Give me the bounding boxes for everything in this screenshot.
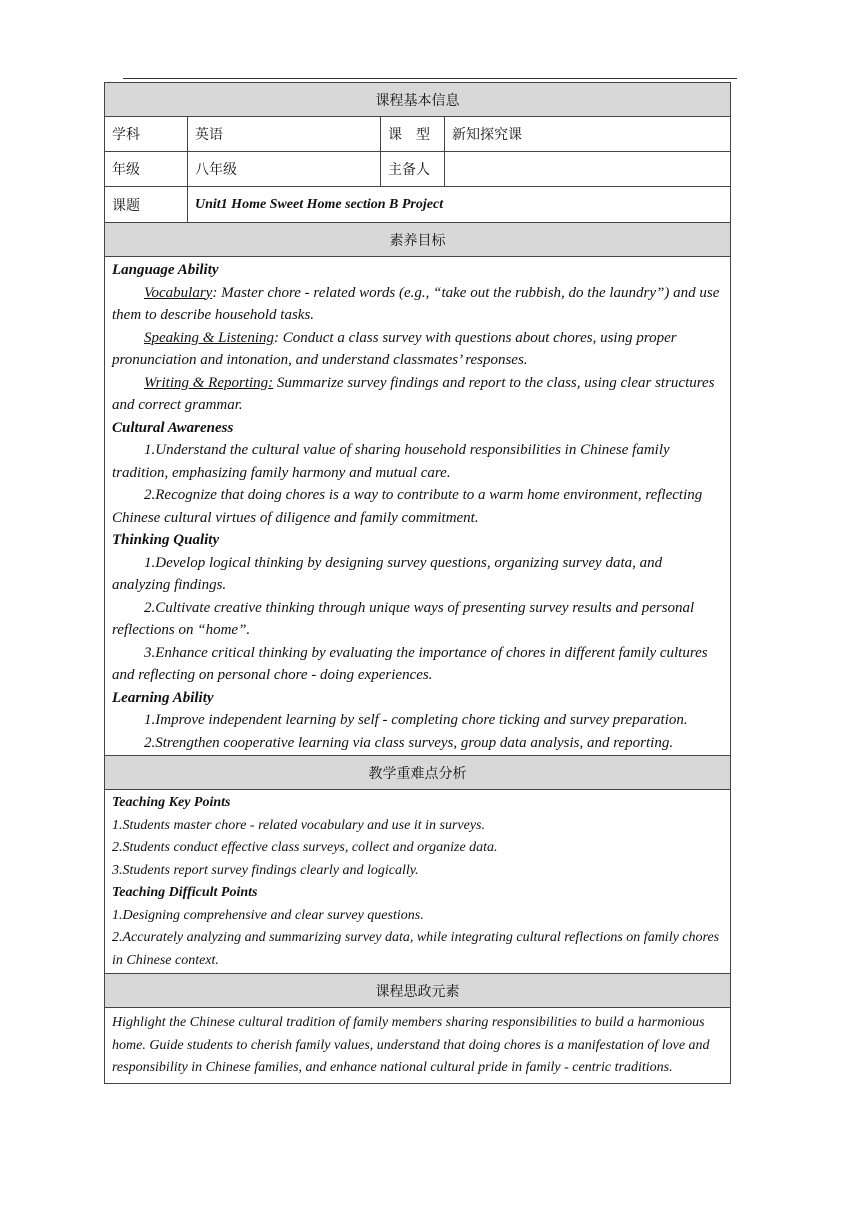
- vocabulary-label: Vocabulary: [144, 284, 213, 301]
- thinking-quality-heading: Thinking Quality: [112, 532, 220, 548]
- speaking-label: Speaking & Listening: [144, 329, 274, 346]
- vocabulary-text: : Master chore - related words (e.g., “take out the rubbish, do the laundry”) and use them to describe household tasks.: [112, 284, 720, 323]
- key-points-header: 教学重难点分析: [105, 756, 731, 790]
- top-rule: [123, 78, 737, 79]
- type-label: 课 型: [381, 117, 445, 152]
- key-point-1: 1.Students master chore - related vocabulary and use it in surveys.: [112, 817, 486, 833]
- basic-info-header: 课程基本信息: [105, 83, 731, 117]
- writing-paragraph: [112, 372, 723, 417]
- cultural-item-2: 2.Recognize that doing chores is a way to contribute to a warm home environment, reflecting Chinese cultural virtues of diligence and family commitment.: [112, 487, 703, 526]
- key-points-content: [105, 790, 731, 974]
- speaking-text: : Conduct a class survey with questions about chores, using proper pronunciation and intonation, and understand classmates’ responses.: [112, 329, 677, 368]
- vocabulary-paragraph: [112, 282, 723, 327]
- preparer-value: [445, 152, 731, 187]
- topic-label: 课题: [105, 187, 188, 223]
- ideology-content: [105, 1008, 731, 1084]
- speaking-paragraph: [112, 327, 723, 372]
- language-ability-heading: Language Ability: [112, 262, 219, 278]
- key-point-3: 3.Students report survey findings clearly and logically.: [112, 862, 419, 878]
- learning-item-2: 2.Strengthen cooperative learning via class surveys, group data analysis, and reporting.: [144, 734, 674, 751]
- thinking-item-3: 3.Enhance critical thinking by evaluating the importance of chores in different family cultures and reflecting on personal chore - doing experiences.: [112, 644, 708, 683]
- learning-ability-heading: Learning Ability: [112, 689, 214, 706]
- goals-header: 素养目标: [105, 223, 731, 257]
- ideology-text: Highlight the Chinese cultural tradition of family members sharing responsibilities to build a harmonious home. Guide students to cherish family values, understand that doing chores is a manifestation of love and responsibility in Chinese families, and enhance national cultural pride in family - centric traditions.: [112, 1015, 710, 1075]
- goals-content: [105, 257, 731, 756]
- topic-value: Unit1 Home Sweet Home section B Project: [188, 187, 731, 223]
- writing-text: Summarize survey findings and report to the class, using clear structures and correct grammar.: [112, 374, 715, 413]
- grade-value: 八年级: [188, 152, 381, 187]
- subject-label: 学科: [105, 117, 188, 152]
- ideology-header: 课程思政元素: [105, 974, 731, 1008]
- difficult-points-title: Teaching Difficult Points: [112, 885, 258, 900]
- cultural-item-1: 1.Understand the cultural value of sharing household responsibilities in Chinese family tradition, emphasizing family harmony and mutual care.: [112, 442, 670, 481]
- type-value: 新知探究课: [445, 117, 731, 152]
- preparer-label: 主备人: [381, 152, 445, 187]
- lesson-plan-table: [104, 82, 731, 1084]
- difficult-point-2: 2.Accurately analyzing and summarizing survey data, while integrating cultural reflections on family chores in Chinese context.: [112, 930, 720, 968]
- cultural-awareness-heading: Cultural Awareness: [112, 419, 234, 436]
- learning-item-1: 1.Improve independent learning by self - completing chore ticking and survey preparation.: [144, 712, 688, 728]
- key-point-2: 2.Students conduct effective class surveys, collect and organize data.: [112, 840, 498, 855]
- writing-label: Writing & Reporting:: [144, 374, 274, 391]
- difficult-point-1: 1.Designing comprehensive and clear survey questions.: [112, 907, 424, 923]
- key-points-title: Teaching Key Points: [112, 795, 231, 810]
- grade-label: 年级: [105, 152, 188, 187]
- subject-value: 英语: [188, 117, 381, 152]
- thinking-item-2: 2.Cultivate creative thinking through unique ways of presenting survey results and personal reflections on “home”.: [112, 599, 695, 638]
- thinking-item-1: 1.Develop logical thinking by designing survey questions, organizing survey data, and analyzing findings.: [112, 554, 663, 593]
